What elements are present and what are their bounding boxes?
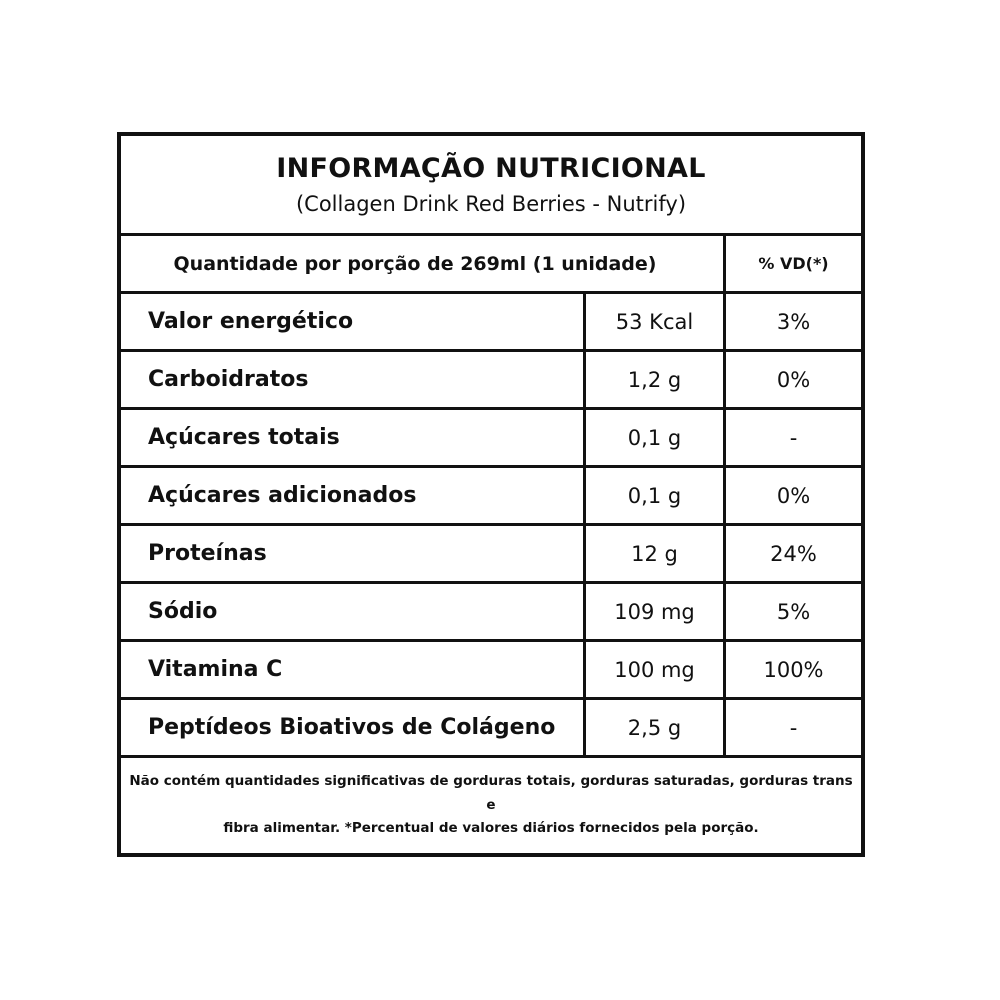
table-title: INFORMAÇÃO NUTRICIONAL (276, 152, 706, 184)
nutrient-name: Sódio (148, 599, 218, 624)
nutrient-amount: 0,1 g (583, 410, 723, 465)
nutrient-row-vitamin-c (121, 642, 861, 700)
nutrient-daily-value: 24% (723, 526, 861, 581)
nutrient-row-sodium (121, 584, 861, 642)
nutrient-name: Valor energético (148, 309, 354, 334)
nutrient-amount: 1,2 g (583, 352, 723, 407)
nutrient-daily-value: - (723, 700, 861, 755)
nutrient-amount: 2,5 g (583, 700, 723, 755)
nutrient-daily-value: 3% (723, 294, 861, 349)
nutrient-row-carbohydrates (121, 352, 861, 410)
nutrition-facts-table (117, 132, 865, 857)
nutrient-amount: 0,1 g (583, 468, 723, 523)
nutrient-name: Carboidratos (148, 367, 309, 392)
nutrient-row-energy (121, 294, 861, 352)
nutrient-row-proteins (121, 526, 861, 584)
footnote (121, 758, 861, 853)
nutrient-row-total-sugars (121, 410, 861, 468)
footnote-line-1: Não contém quantidades significativas de gorduras totais, gorduras saturadas, gorduras trans e (129, 773, 853, 813)
nutrient-name: Proteínas (148, 541, 267, 566)
nutrient-daily-value: 0% (723, 468, 861, 523)
nutrient-name: Açúcares totais (148, 425, 340, 450)
nutrient-row-added-sugars (121, 468, 861, 526)
serving-header-row (121, 236, 861, 294)
title-block (121, 136, 861, 236)
footnote-line-2: fibra alimentar. *Percentual de valores diários fornecidos pela porção. (223, 820, 759, 837)
nutrient-daily-value: - (723, 410, 861, 465)
nutrient-name: Vitamina C (148, 657, 283, 682)
nutrient-amount: 53 Kcal (583, 294, 723, 349)
nutrient-amount: 109 mg (583, 584, 723, 639)
nutrient-daily-value: 100% (723, 642, 861, 697)
nutrient-daily-value: 0% (723, 352, 861, 407)
nutrient-name: Açúcares adicionados (148, 483, 417, 508)
nutrient-row-collagen-peptides (121, 700, 861, 758)
nutrient-daily-value: 5% (723, 584, 861, 639)
product-subtitle: (Collagen Drink Red Berries - Nutrify) (295, 191, 687, 216)
nutrient-amount: 100 mg (583, 642, 723, 697)
nutrient-amount: 12 g (583, 526, 723, 581)
serving-size-label: Quantidade por porção de 269ml (1 unidade) (173, 252, 657, 275)
daily-value-header: % VD(*) (723, 236, 861, 291)
nutrient-name: Peptídeos Bioativos de Colágeno (148, 715, 556, 740)
